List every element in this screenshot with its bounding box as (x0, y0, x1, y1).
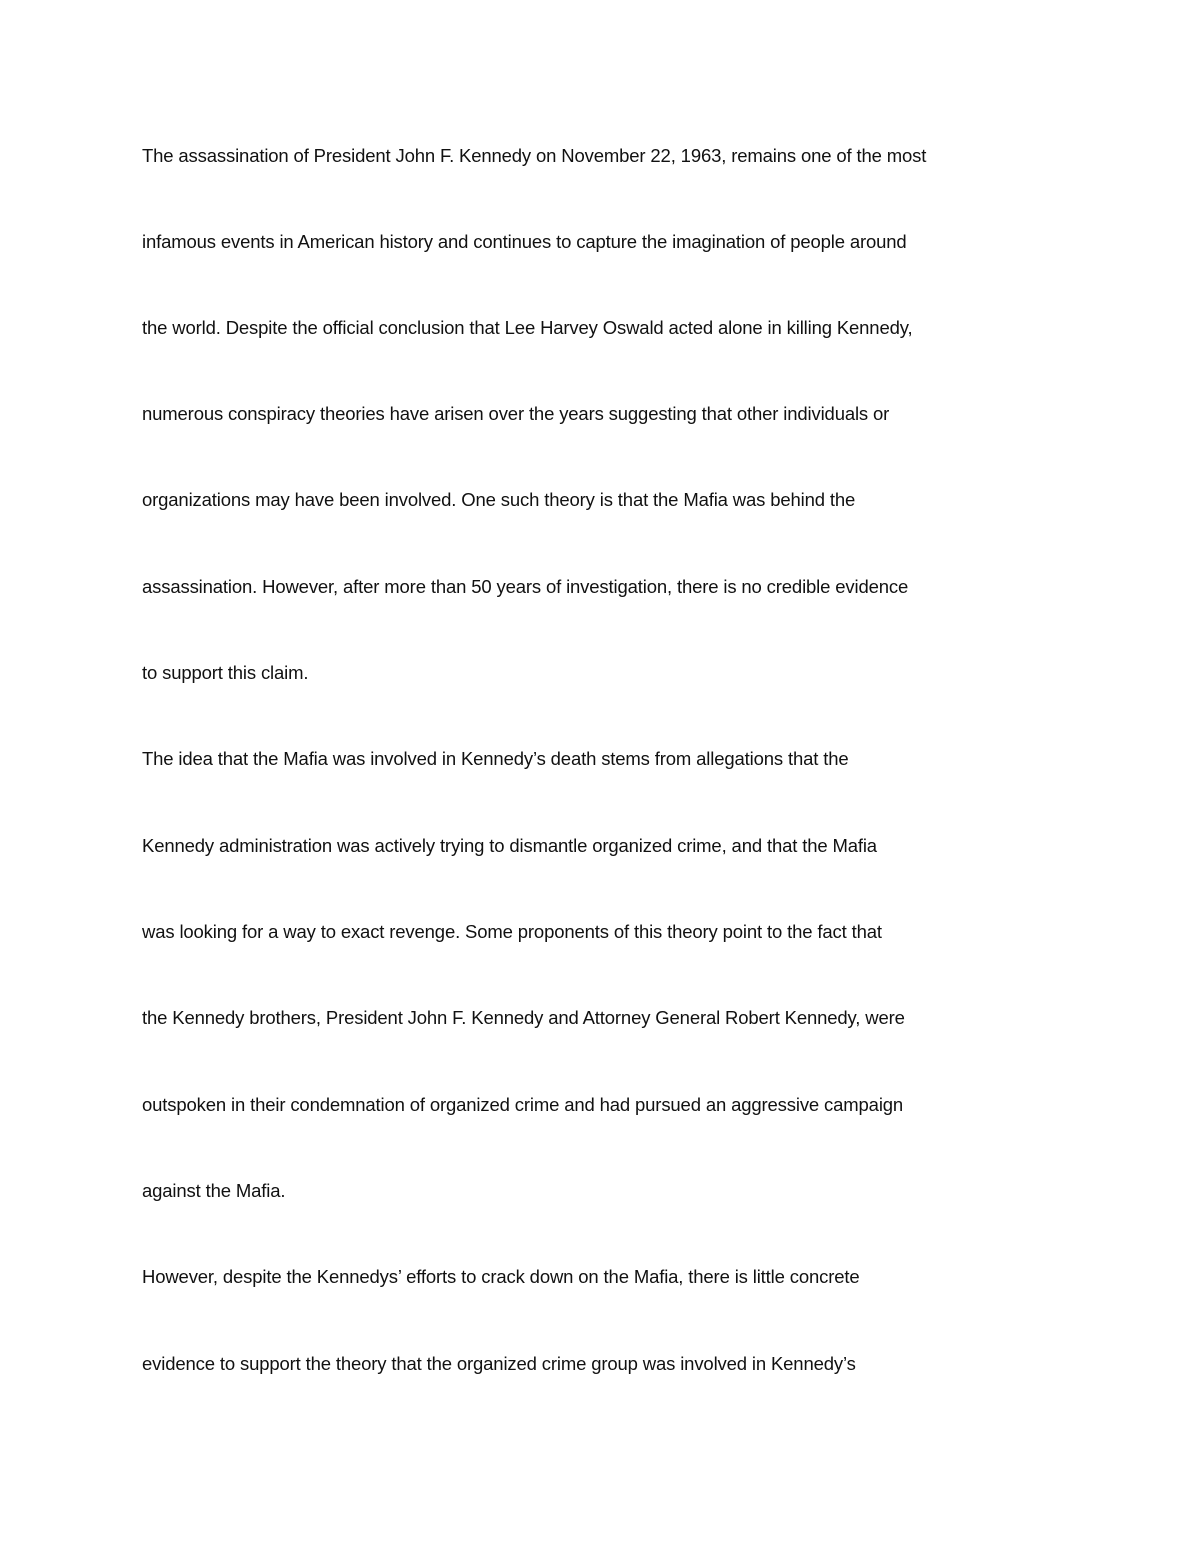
text-line: organizations may have been involved. One such theory is that the Mafia was behind the (142, 489, 856, 510)
text-line: Kennedy administration was actively trying to dismantle organized crime, and that the Mafia (142, 835, 877, 856)
text-line: the world. Despite the official conclusion that Lee Harvey Oswald acted alone in killing Kennedy, (142, 317, 913, 338)
text-line: to support this claim. (142, 662, 309, 683)
text-line: was looking for a way to exact revenge. Some proponents of this theory point to the fact that (142, 921, 882, 942)
text-line: assassination. However, after more than 50 years of investigation, there is no credible evidence (142, 576, 909, 597)
text-line: the Kennedy brothers, President John F. Kennedy and Attorney General Robert Kennedy, were (142, 1007, 905, 1028)
text-line: The assassination of President John F. Kennedy on November 22, 1963, remains one of the most (142, 145, 927, 166)
text-line: outspoken in their condemnation of organized crime and had pursued an aggressive campaign (142, 1094, 904, 1115)
text-line: infamous events in American history and continues to capture the imagination of people around (142, 231, 907, 252)
text-line: numerous conspiracy theories have arisen over the years suggesting that other individuals or (142, 403, 890, 424)
text-line: However, despite the Kennedys’ efforts to crack down on the Mafia, there is little concrete (142, 1266, 860, 1287)
text-line: The idea that the Mafia was involved in Kennedy’s death stems from allegations that the (142, 748, 849, 769)
text-line: evidence to support the theory that the organized crime group was involved in Kennedy’s (142, 1353, 856, 1374)
text-line: against the Mafia. (142, 1180, 286, 1201)
